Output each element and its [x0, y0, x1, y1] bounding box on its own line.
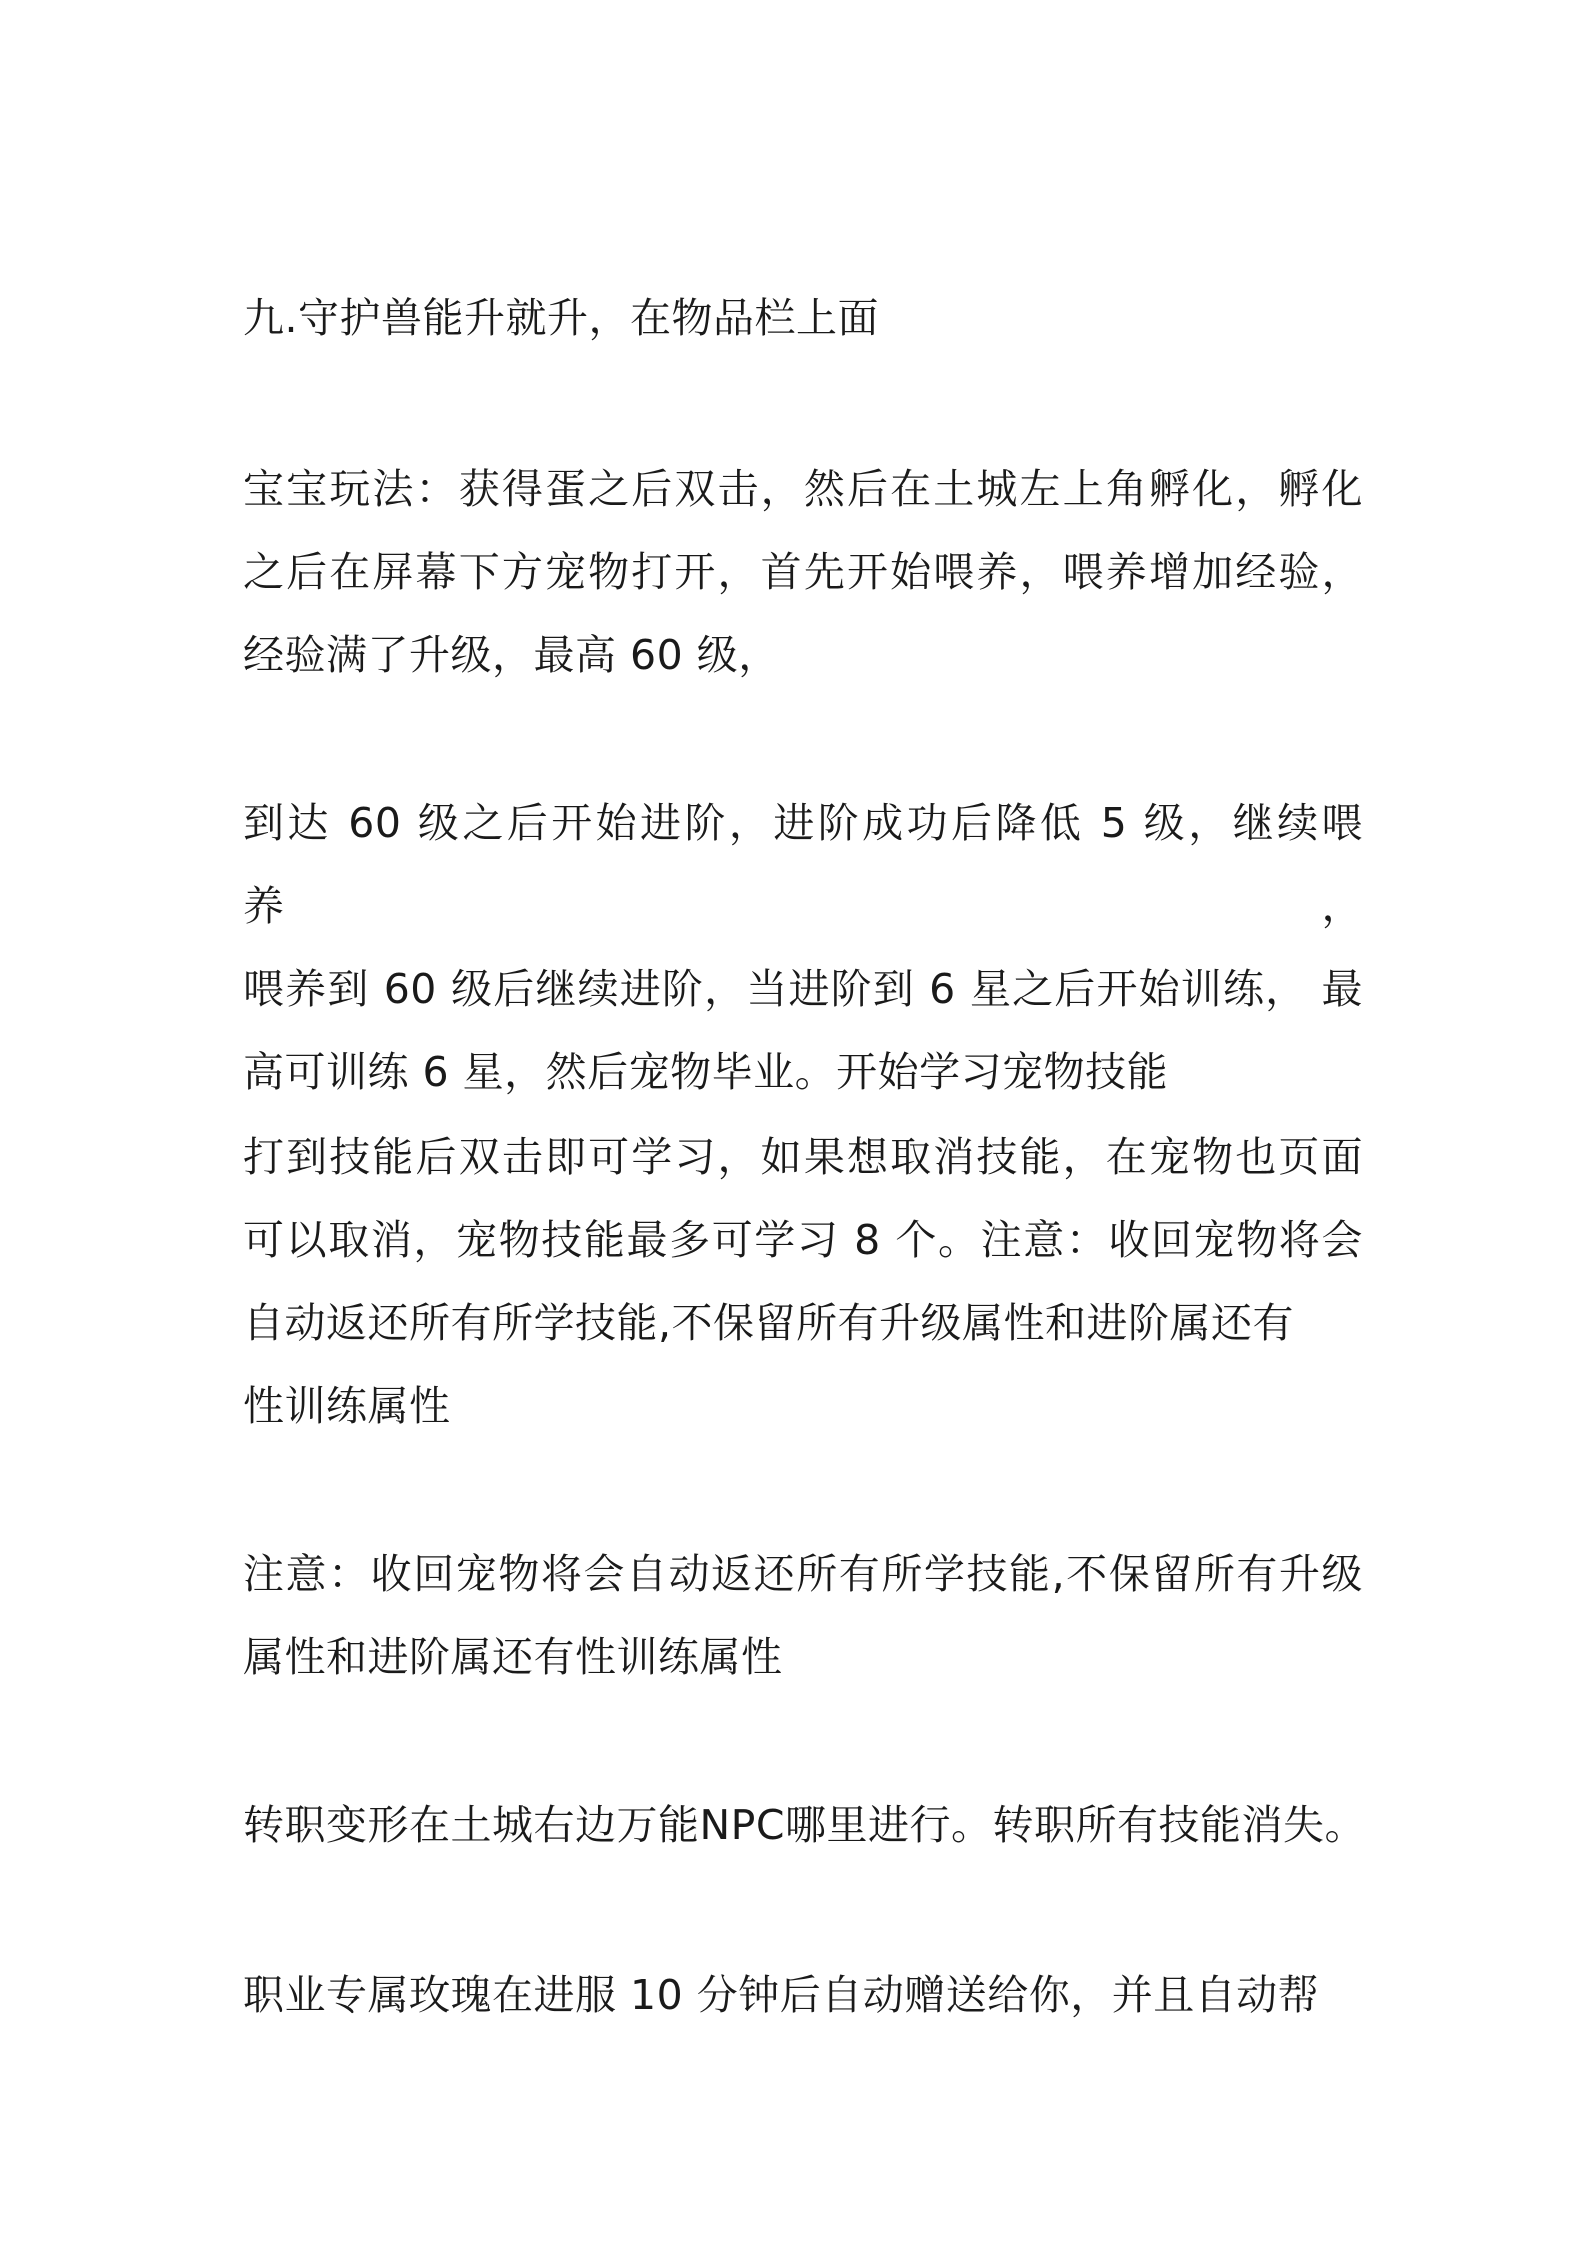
text-line: 可以取消，宠物技能最多可学习 8 个。注意：收回宠物将会 [243, 1216, 1363, 1264]
text-line: 经验满了升级，最高 60 级， [243, 631, 780, 679]
text-line: 高可训练 6 星，然后宠物毕业。开始学习宠物技能 [243, 1048, 1169, 1096]
text-line: 九.守护兽能升就升，在物品栏上面 [243, 294, 880, 342]
text-line: 打到技能后双击即可学习，如果想取消技能，在宠物也页面 [243, 1133, 1363, 1181]
paragraph-profession-rose [243, 1954, 1363, 2037]
text-line: 之后在屏幕下方宠物打开，首先开始喂养，喂养增加经验， [243, 548, 1363, 596]
text-line: 转职变形在土城右边万能NPC哪里进行。转职所有技能消失。 [243, 1801, 1367, 1849]
text-line: 到达 60 级之后开始进阶，进阶成功后降低 5 级，继续喂养， [243, 799, 1363, 930]
paragraph-guardian-beast [243, 277, 1363, 360]
paragraph-pet-skills [243, 1116, 1363, 1448]
text-line: 属性和进阶属还有性训练属性 [243, 1633, 783, 1681]
text-line: 自动返还所有所学技能,不保留所有升级属性和进阶属还有 [243, 1299, 1295, 1347]
paragraph-pet-advancement [243, 782, 1363, 1114]
text-line: 性训练属性 [243, 1382, 451, 1430]
paragraph-job-change [243, 1784, 1367, 1867]
text-line: 职业专属玫瑰在进服 10 分钟后自动赠送给你，并且自动帮 [243, 1971, 1320, 2019]
text-line: 宝宝玩法：获得蛋之后双击，然后在土城左上角孵化，孵化 [243, 465, 1363, 513]
text-line: 注意：收回宠物将会自动返还所有所学技能,不保留所有升级 [243, 1550, 1363, 1598]
paragraph-recall-note [243, 1533, 1363, 1699]
paragraph-pet-gameplay [243, 448, 1363, 697]
text-line: 喂养到 60 级后继续进阶，当进阶到 6 星之后开始训练， 最 [243, 965, 1363, 1013]
